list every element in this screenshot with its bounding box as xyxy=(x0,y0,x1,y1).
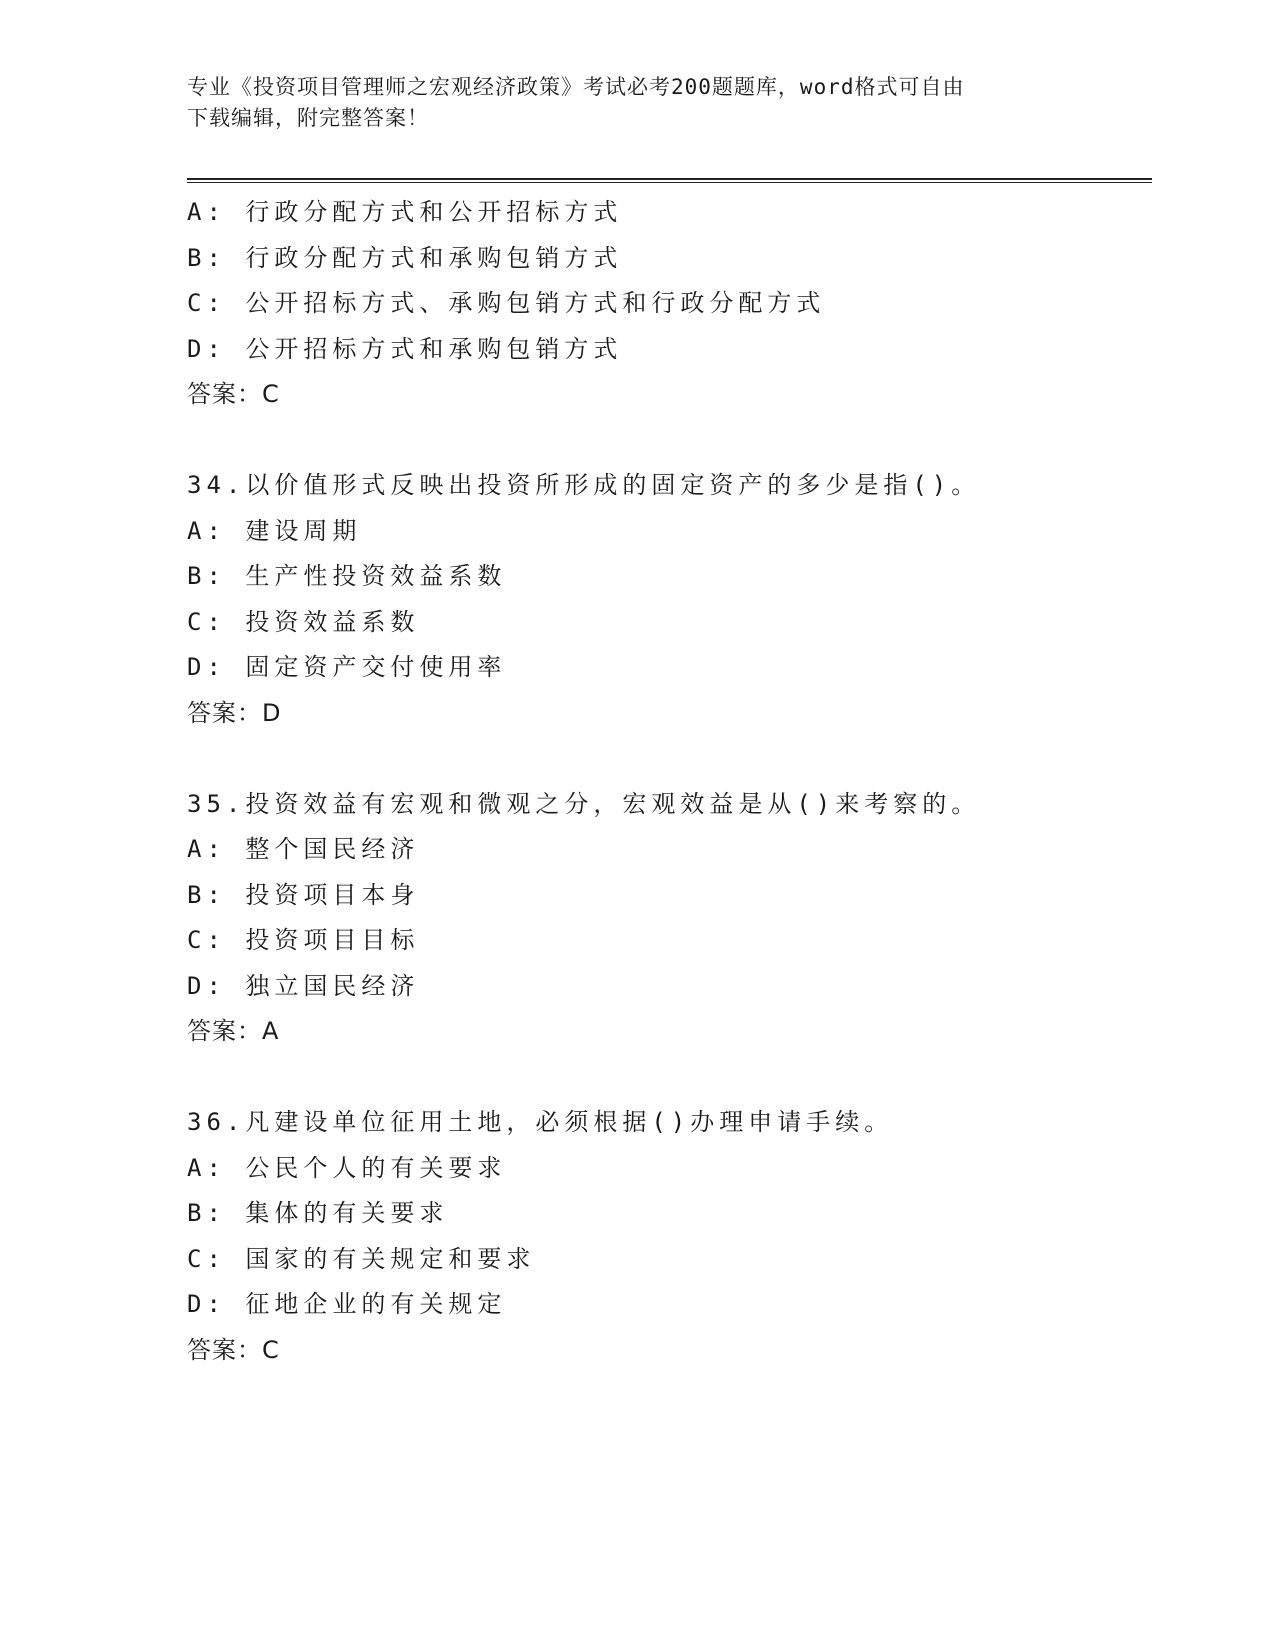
question-text: 34.以价值形式反映出投资所形成的固定资产的多少是指()。 xyxy=(187,471,981,499)
question-block-36 xyxy=(187,1100,1147,1373)
question-block-33 xyxy=(187,190,1147,418)
question-text: 36.凡建设单位征用土地，必须根据()办理申请手续。 xyxy=(187,1108,894,1136)
spacer xyxy=(187,1055,1147,1101)
option-b: B: 生产性投资效益系数 xyxy=(187,562,507,590)
answer-line: 答案：A xyxy=(187,1017,280,1045)
option-d: D: 公开招标方式和承购包销方式 xyxy=(187,334,623,363)
option-b: B: 行政分配方式和承购包销方式 xyxy=(187,243,623,272)
answer-line: 答案：C xyxy=(187,1335,280,1364)
question-list xyxy=(187,190,1147,1373)
spacer xyxy=(187,418,1147,464)
option-a: A: 公民个人的有关要求 xyxy=(187,1153,507,1182)
option-c: C: 投资效益系数 xyxy=(187,607,420,636)
option-b: B: 投资项目本身 xyxy=(187,880,420,909)
document-header xyxy=(187,72,1087,134)
question-text: 35.投资效益有宏观和微观之分，宏观效益是从()来考察的。 xyxy=(187,789,981,818)
answer-line: 答案：C xyxy=(187,380,280,408)
option-c: C: 投资项目目标 xyxy=(187,926,420,954)
option-a: A: 整个国民经济 xyxy=(187,835,420,863)
header-line-2: 下载编辑，附完整答案！ xyxy=(187,106,429,130)
option-d: D: 独立国民经济 xyxy=(187,971,420,1000)
header-line-1: 专业《投资项目管理师之宏观经济政策》考试必考200题题库，word格式可自由 xyxy=(187,75,965,99)
header-divider xyxy=(187,178,1152,183)
spacer xyxy=(187,736,1147,782)
option-b: B: 集体的有关要求 xyxy=(187,1199,449,1227)
question-block-34 xyxy=(187,463,1147,736)
question-block-35 xyxy=(187,782,1147,1055)
option-c: C: 公开招标方式、承购包销方式和行政分配方式 xyxy=(187,289,826,317)
answer-line: 答案：D xyxy=(187,698,282,727)
option-d: D: 固定资产交付使用率 xyxy=(187,653,507,681)
option-d: D: 征地企业的有关规定 xyxy=(187,1290,507,1318)
option-c: C: 国家的有关规定和要求 xyxy=(187,1244,536,1273)
option-a: A: 行政分配方式和公开招标方式 xyxy=(187,198,623,226)
option-a: A: 建设周期 xyxy=(187,516,362,545)
